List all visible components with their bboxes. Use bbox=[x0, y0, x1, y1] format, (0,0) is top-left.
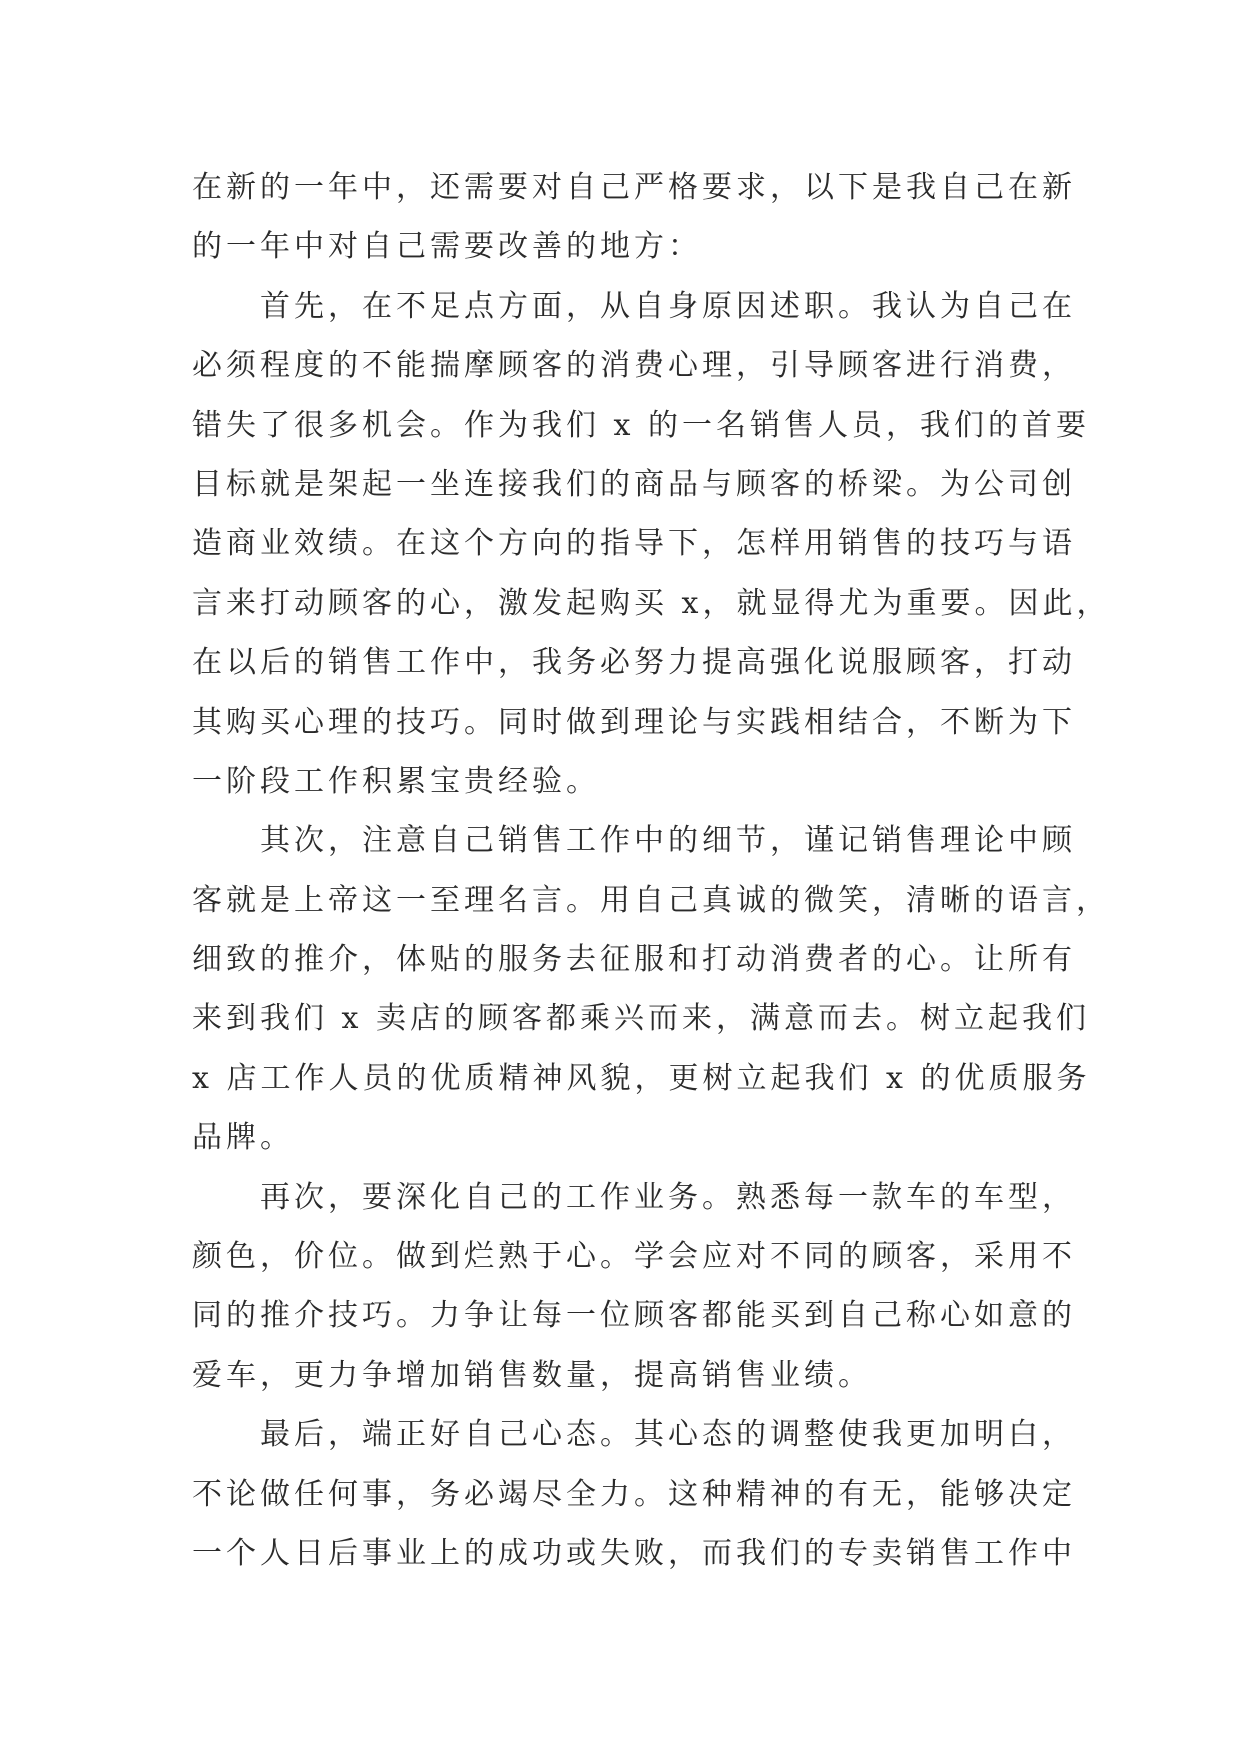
text-line: 细致的推介，体贴的服务去征服和打动消费者的心。让所有 bbox=[192, 942, 1076, 978]
text-line: 其次，注意自己销售工作中的细节，谨记销售理论中顾 bbox=[260, 823, 1076, 859]
text-line: 再次，要深化自己的工作业务。熟悉每一款车的车型， bbox=[260, 1179, 1076, 1215]
text-line: 其购买心理的技巧。同时做到理论与实践相结合，不断为下 bbox=[192, 704, 1076, 740]
text-line: 目标就是架起一坐连接我们的商品与顾客的桥梁。为公司创 bbox=[192, 466, 1076, 502]
text-line: 造商业效绩。在这个方向的指导下，怎样用销售的技巧与语 bbox=[192, 526, 1076, 562]
text-line: 颜色，价位。做到烂熟于心。学会应对不同的顾客，采用不 bbox=[192, 1239, 1076, 1275]
text-line: 一阶段工作积累宝贵经验。 bbox=[192, 763, 600, 799]
text-line: 客就是上帝这一至理名言。用自己真诚的微笑，清晰的语言， bbox=[192, 882, 1110, 918]
text-line: 品牌。 bbox=[192, 1120, 294, 1156]
text-line: 必须程度的不能揣摩顾客的消费心理，引导顾客进行消费， bbox=[192, 348, 1076, 384]
text-line: 不论做任何事，务必竭尽全力。这种精神的有无，能够决定 bbox=[192, 1476, 1076, 1512]
text-line: 爱车，更力争增加销售数量，提高销售业绩。 bbox=[192, 1357, 872, 1393]
text-line: 的一年中对自己需要改善的地方： bbox=[192, 229, 702, 265]
text-line: 来到我们 x 卖店的顾客都乘兴而来，满意而去。树立起我们 bbox=[192, 1001, 1090, 1037]
text-line: 一个人日后事业上的成功或失败，而我们的专卖销售工作中 bbox=[192, 1535, 1076, 1571]
text-line: 言来打动顾客的心，激发起购买 x，就显得尤为重要。因此， bbox=[192, 585, 1111, 621]
text-line: 在新的一年中，还需要对自己严格要求，以下是我自己在新 bbox=[192, 170, 1076, 205]
document-body bbox=[192, 158, 1111, 1583]
text-line: 错失了很多机会。作为我们 x 的一名销售人员，我们的首要 bbox=[192, 407, 1090, 443]
text-line: 首先，在不足点方面，从自身原因述职。我认为自己在 bbox=[260, 288, 1076, 324]
text-line: 最后，端正好自己心态。其心态的调整使我更加明白， bbox=[260, 1417, 1076, 1453]
text-line: 同的推介技巧。力争让每一位顾客都能买到自己称心如意的 bbox=[192, 1298, 1076, 1334]
text-line: x 店工作人员的优质精神风貌，更树立起我们 x 的优质服务 bbox=[192, 1060, 1091, 1096]
text-line: 在以后的销售工作中，我务必努力提高强化说服顾客，打动 bbox=[192, 645, 1076, 681]
